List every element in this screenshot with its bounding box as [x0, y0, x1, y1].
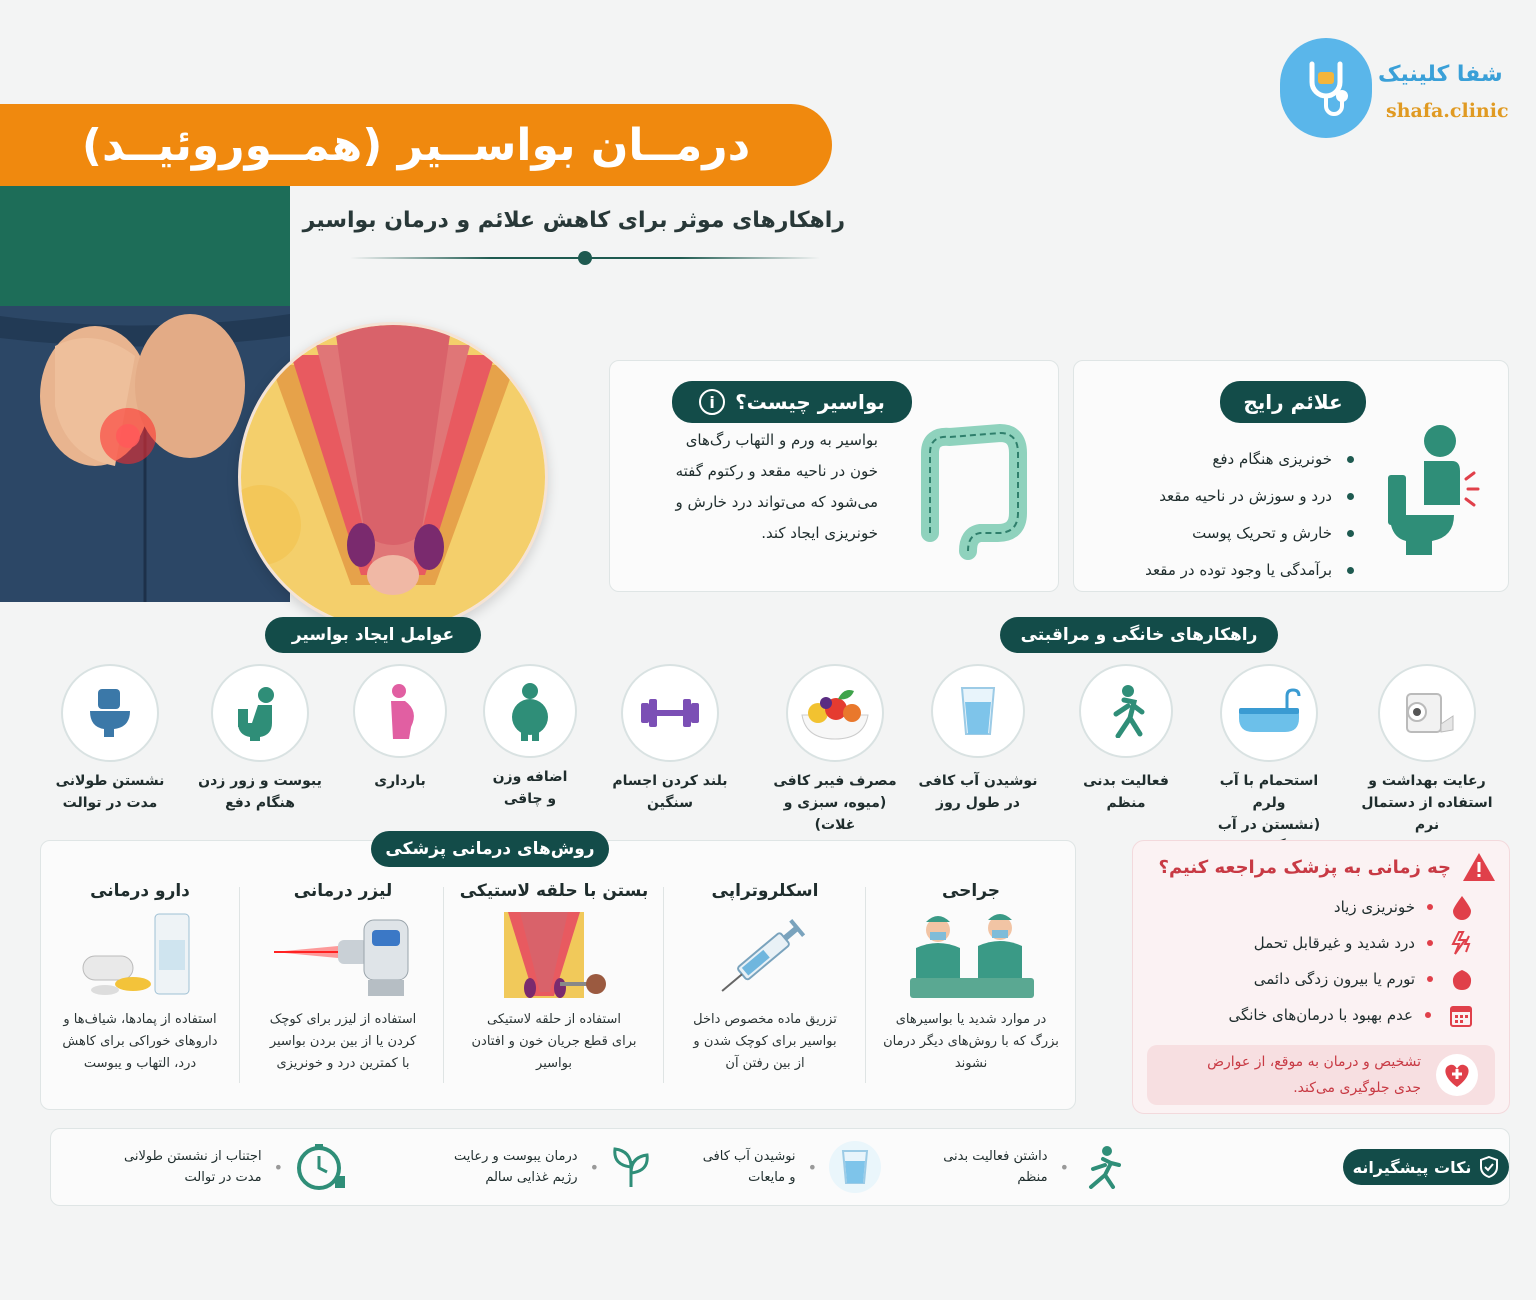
pain-bolt-icon [1451, 930, 1473, 956]
home-care-label-2: (نشستن در آب [1217, 817, 1321, 833]
cause-label-1: اضافه وزن [492, 769, 568, 785]
doctor-row [1153, 997, 1473, 1033]
method-title: لیزر درمانی [293, 881, 393, 901]
prevention-strip [50, 1128, 1510, 1206]
home-care-row [770, 664, 1510, 833]
what-is-text [620, 425, 878, 549]
symptom-item: خونریزی هنگام دفع [1114, 441, 1354, 478]
symptoms-list [1114, 441, 1354, 589]
symptoms-title: علائم رایج [1220, 381, 1366, 423]
method-desc-line: بواسیر برای کوچک شدن و [693, 1034, 837, 1049]
colon-icon [910, 423, 1030, 563]
symptom-item: درد و سوزش در ناحیه مقعد [1114, 478, 1354, 515]
tissue-roll-icon [1378, 664, 1476, 762]
symptom-item: خارش و تحریک پوست [1114, 515, 1354, 552]
what-is-line: می‌شود که می‌تواند درد خارش و [675, 493, 878, 511]
home-care-label-1: فعالیت بدنی [1083, 773, 1169, 789]
method-title: اسکلروتراپی [711, 881, 819, 901]
cause-label-1: نشستن طولانی [55, 773, 165, 789]
method-title: بستن با حلقه لاستیکی [459, 881, 649, 901]
doctor-header [1153, 851, 1497, 883]
toilet-icon [61, 664, 159, 762]
prevention-title: نکات پیشگیرانه [1352, 1157, 1472, 1177]
prevention-text-line: منظم [1017, 1170, 1048, 1185]
doctor-item: تورم یا بیرون زدگی دائمی [1153, 970, 1433, 988]
home-care-label-1: نوشیدن آب کافی [918, 773, 1038, 789]
prevention-text-line: درمان یبوست و رعایت [454, 1149, 578, 1164]
causes-title: عوامل ایجاد بواسیر [265, 617, 481, 653]
doctor-note-line: جدی جلوگیری می‌کند. [1293, 1080, 1421, 1096]
cause-label-2: هنگام دفع [225, 795, 295, 811]
cause-label-1: یبوست و زور زدن [198, 773, 322, 789]
prevention-text-line: نوشیدن آب کافی [702, 1149, 796, 1164]
prevention-text-line: داشتن فعالیت بدنی [943, 1149, 1048, 1164]
method-desc-line: تزریق ماده مخصوص داخل [693, 1012, 837, 1027]
prevention-text-line: مدت در توالت [184, 1170, 262, 1185]
doctor-row [1153, 925, 1473, 961]
doctor-row [1153, 961, 1473, 997]
doctor-title: چه زمانی به پزشک مراجعه کنیم؟ [1158, 856, 1451, 878]
home-care-item [1066, 664, 1186, 814]
doctor-item: خونریزی زیاد [1153, 898, 1433, 916]
home-care-label-2: در طول روز [936, 795, 1020, 811]
logo-text-en: shafa.clinic [1386, 100, 1509, 122]
home-care-title: راهکارهای خانگی و مراقبتی [1000, 617, 1278, 653]
method-item [247, 881, 439, 1075]
method-desc-line: کردن یا از بین بردن بواسیر [269, 1034, 417, 1049]
cause-label-1: بارداری [374, 773, 426, 789]
clinic-logo [1280, 38, 1372, 138]
method-desc-line: با کمترین درد و خونریزی [276, 1056, 410, 1071]
prevention-title-pill [1343, 1149, 1509, 1185]
dumbbell-icon [621, 664, 719, 762]
home-care-label-1: مصرف فیبر کافی [773, 773, 897, 789]
pregnancy-icon [353, 664, 447, 758]
heart-plus-icon [1435, 1053, 1479, 1097]
running-icon [1081, 1145, 1121, 1189]
home-care-item [918, 664, 1038, 814]
doctor-note-box [1147, 1045, 1495, 1105]
method-title: دارو درمانی [90, 881, 190, 901]
prevention-item: • نوشیدن آب کافی و مایعات [681, 1139, 881, 1195]
what-is-line: خون در ناحیه مقعد و رکتوم گفته [675, 462, 878, 480]
cause-label-2: مدت در توالت [62, 795, 158, 811]
method-desc-line: از بین رفتن آن [725, 1056, 805, 1071]
home-care-label-2: (میوه، سبزی و غلات) [783, 795, 887, 833]
timer-icon [295, 1142, 347, 1192]
method-desc-line: بزرگ که با روش‌های دیگر درمان [883, 1034, 1059, 1049]
warning-icon [1461, 851, 1497, 883]
method-divider [239, 887, 240, 1083]
swelling-icon [1451, 966, 1473, 992]
method-desc-line: داروهای خوراکی برای کاهش [62, 1034, 218, 1049]
cause-label-1: بلند کردن اجسام [612, 773, 728, 789]
method-desc-line: برای قطع جریان خون و افتادن [471, 1034, 637, 1049]
symptoms-card [1073, 360, 1509, 592]
hero-illustration [0, 186, 290, 602]
method-desc-line: نشوند [954, 1056, 988, 1071]
constipation-icon [211, 664, 309, 762]
method-desc-line: استفاده از پمادها، شیاف‌ها و [63, 1012, 217, 1027]
method-desc-line: در موارد شدید یا بواسیرهای [895, 1012, 1047, 1027]
page-title: درمــان بواســیر (همــوروئیــد) [0, 104, 832, 186]
cause-item [600, 664, 740, 814]
home-care-label-1: استحمام با آب ولرم [1219, 773, 1319, 811]
prevention-item: • داشتن فعالیت بدنی منظم [921, 1139, 1121, 1195]
when-to-see-doctor-card [1132, 840, 1510, 1114]
prevention-text-line: رژیم غذایی سالم [485, 1170, 578, 1185]
bathtub-icon [1220, 664, 1318, 762]
obesity-icon [483, 664, 577, 758]
method-divider [865, 887, 866, 1083]
syringe-icon [669, 901, 861, 1009]
calendar-icon [1449, 1002, 1473, 1028]
blood-drop-icon [1451, 894, 1473, 920]
shield-check-icon [1479, 1156, 1499, 1178]
cause-label-2: و چاقی [503, 791, 557, 807]
cause-item [190, 664, 330, 814]
surgeons-icon [871, 901, 1071, 1009]
water-glass-icon [829, 1141, 881, 1193]
what-is-title-pill [672, 381, 912, 423]
laser-icon [247, 901, 439, 1009]
anatomy-illustration [238, 322, 548, 632]
symptom-item: برآمدگی یا وجود توده در مقعد [1114, 552, 1354, 589]
page-subtitle: راهکارهای موثر برای کاهش علائم و درمان بواسیر [302, 208, 845, 233]
method-desc-line: استفاده از لیزر برای کوچک [269, 1012, 417, 1027]
prevention-item: • درمان یبوست و رعایت رژیم غذایی سالم [411, 1139, 651, 1195]
home-care-label-2: استفاده از دستمال نرم [1361, 795, 1493, 833]
stethoscope-icon [1296, 56, 1356, 120]
method-desc-line: استفاده از حلقه لاستیکی [487, 1012, 621, 1027]
method-item [449, 881, 659, 1075]
home-care-item [1204, 664, 1334, 858]
home-care-item [1354, 664, 1500, 836]
what-is-line: بواسیر به ورم و التهاب رگ‌های [685, 431, 878, 449]
home-care-label-1: رعایت بهداشت و [1368, 773, 1486, 789]
method-desc-line: درد، التهاب و یبوست [83, 1056, 197, 1071]
medical-methods-card [40, 840, 1076, 1110]
fruits-icon [786, 664, 884, 762]
doctor-item: عدم بهبود با درمان‌های خانگی [1153, 1006, 1431, 1024]
doctor-note-line: تشخیص و درمان به موقع، از عوارض [1207, 1054, 1421, 1070]
method-divider [443, 887, 444, 1083]
what-is-card [609, 360, 1059, 592]
leaves-icon [611, 1145, 651, 1189]
cause-item [470, 664, 590, 810]
water-glass-icon [931, 664, 1025, 758]
method-item [871, 881, 1071, 1075]
logo-text-fa: شفا کلینیک [1378, 62, 1503, 87]
doctor-item: درد شدید و غیرقابل تحمل [1153, 934, 1433, 952]
home-care-item [770, 664, 900, 836]
pills-icon [45, 901, 235, 1009]
home-care-label-2: منظم [1106, 795, 1146, 811]
doctor-row [1153, 889, 1473, 925]
method-item [45, 881, 235, 1075]
subtitle-divider-dot [578, 251, 592, 265]
medical-title: روش‌های درمانی پزشکی [371, 831, 609, 867]
band-ligation-icon [449, 901, 659, 1009]
what-is-title: بواسیر چیست؟ [735, 390, 885, 414]
cause-label-2: سنگین [647, 795, 693, 811]
method-divider [663, 887, 664, 1083]
cause-item [340, 664, 460, 792]
prevention-text-line: اجتناب از نشستن طولانی [124, 1149, 262, 1164]
toilet-pain-icon [1380, 419, 1484, 559]
prevention-text-line: و مایعات [748, 1170, 796, 1185]
what-is-line: خونریزی ایجاد کند. [761, 524, 878, 542]
method-item [669, 881, 861, 1075]
walking-icon [1079, 664, 1173, 758]
causes-row [40, 664, 760, 814]
method-title: جراحی [941, 881, 1001, 901]
info-icon: i [699, 389, 725, 415]
prevention-item: • اجتناب از نشستن طولانی مدت در توالت [107, 1139, 347, 1195]
cause-item [40, 664, 180, 814]
method-desc-line: بواسیر [536, 1056, 572, 1071]
